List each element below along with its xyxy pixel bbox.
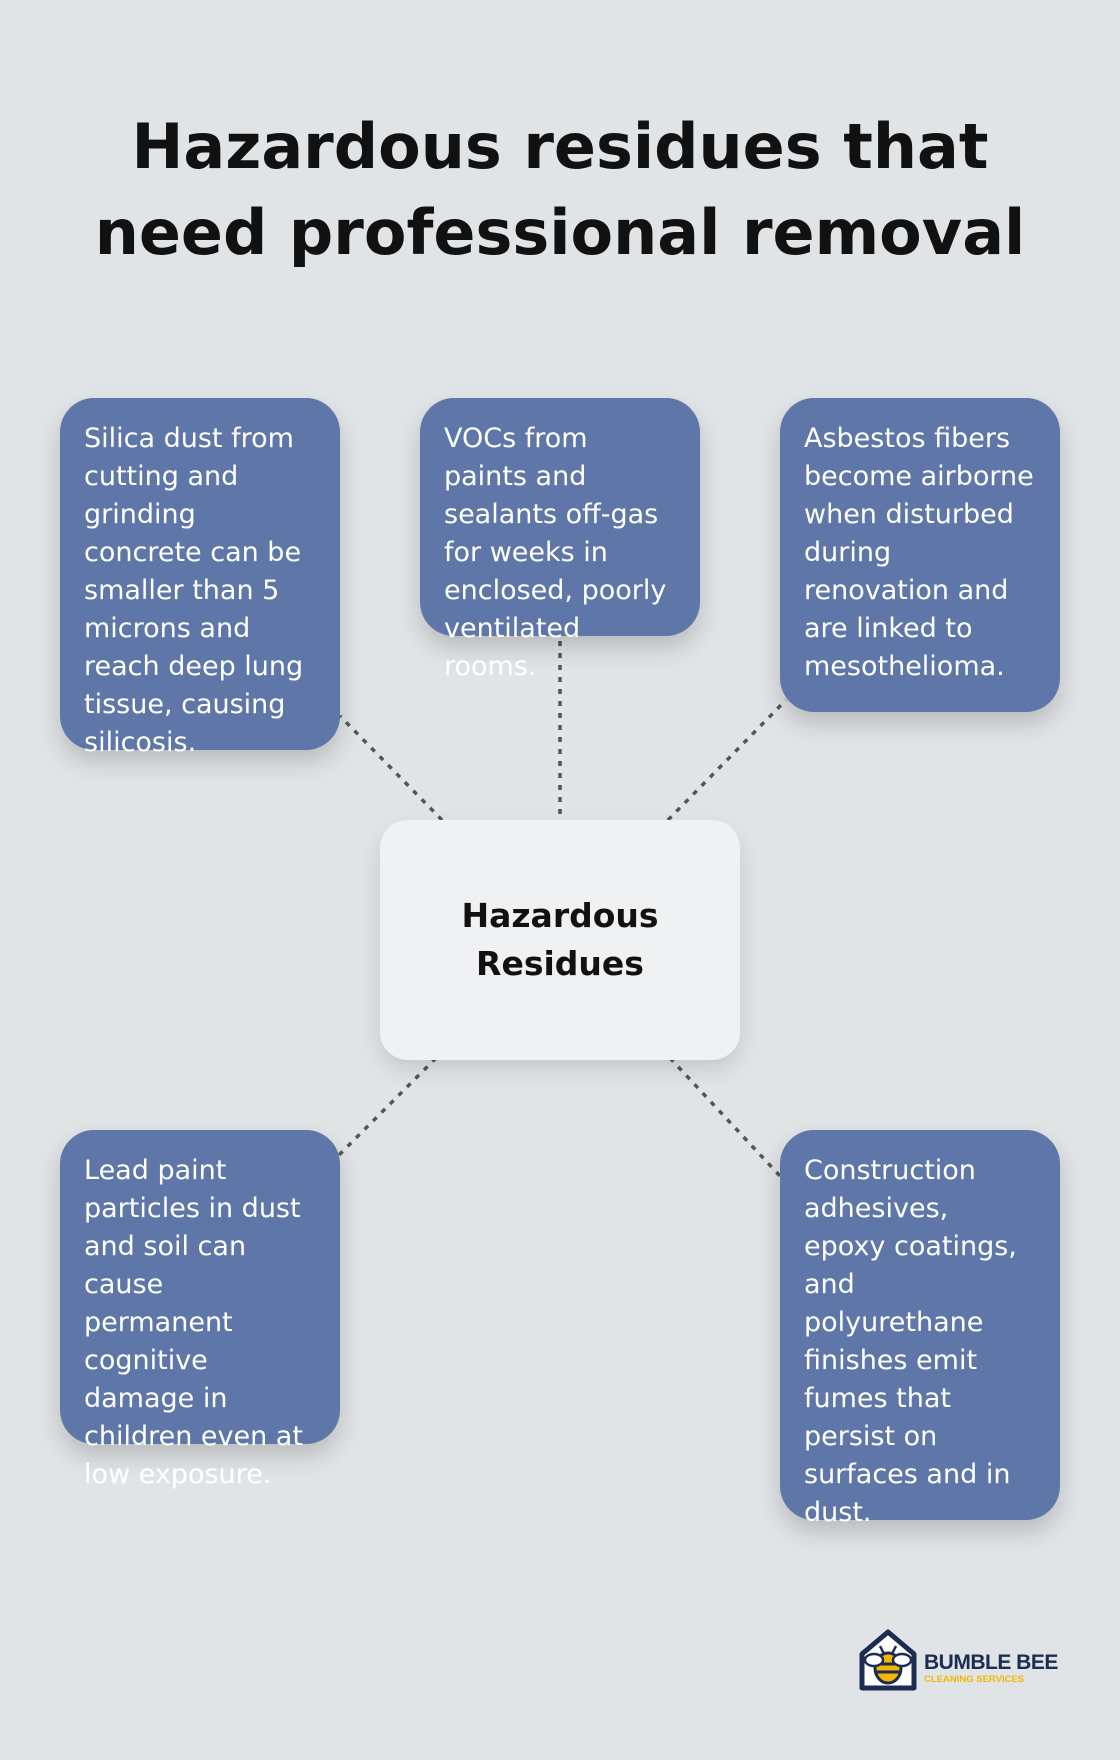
node-lead [60,1130,340,1490]
node-silica [60,398,340,758]
edge-hub-construction [670,1058,780,1176]
logo-text [924,1652,1062,1686]
node-construction [780,1130,1060,1528]
bee-house-icon [852,1624,924,1696]
logo-name: BUMBLE BEE [924,1651,1058,1674]
logo-subtitle: CLEANING SERVICES [924,1674,1025,1685]
brand-logo [852,1624,1062,1696]
node-asbestos [780,398,1060,712]
page-title: Hazardous residues that need professional removal [94,110,1026,269]
hub-label: Hazardous Residues [461,896,659,983]
node-asbestos-text: Asbestos fibers become airborne when disturbed during renovation and are linked to mesothelioma. [804,423,1034,682]
node-construction-text: Construction adhesives, epoxy coatings, and polyurethane finishes emit fumes that persist on surfaces and in dust. [804,1155,1017,1528]
node-lead-text: Lead paint particles in dust and soil can cause permanent cognitive damage in children even at low exposure. [84,1155,303,1490]
hub-node [380,820,740,1060]
edge-hub-asbestos [668,700,786,820]
node-vocs [420,398,700,682]
edge-hub-lead [336,1058,436,1158]
node-silica-text: Silica dust from cutting and grinding concrete can be smaller than 5 microns and reach deep lung tissue, causing silicosis. [84,423,304,758]
node-vocs-text: VOCs from paints and sealants off-gas for weeks in enclosed, poorly ventilated rooms. [444,423,667,682]
edge-hub-silica [340,716,442,820]
